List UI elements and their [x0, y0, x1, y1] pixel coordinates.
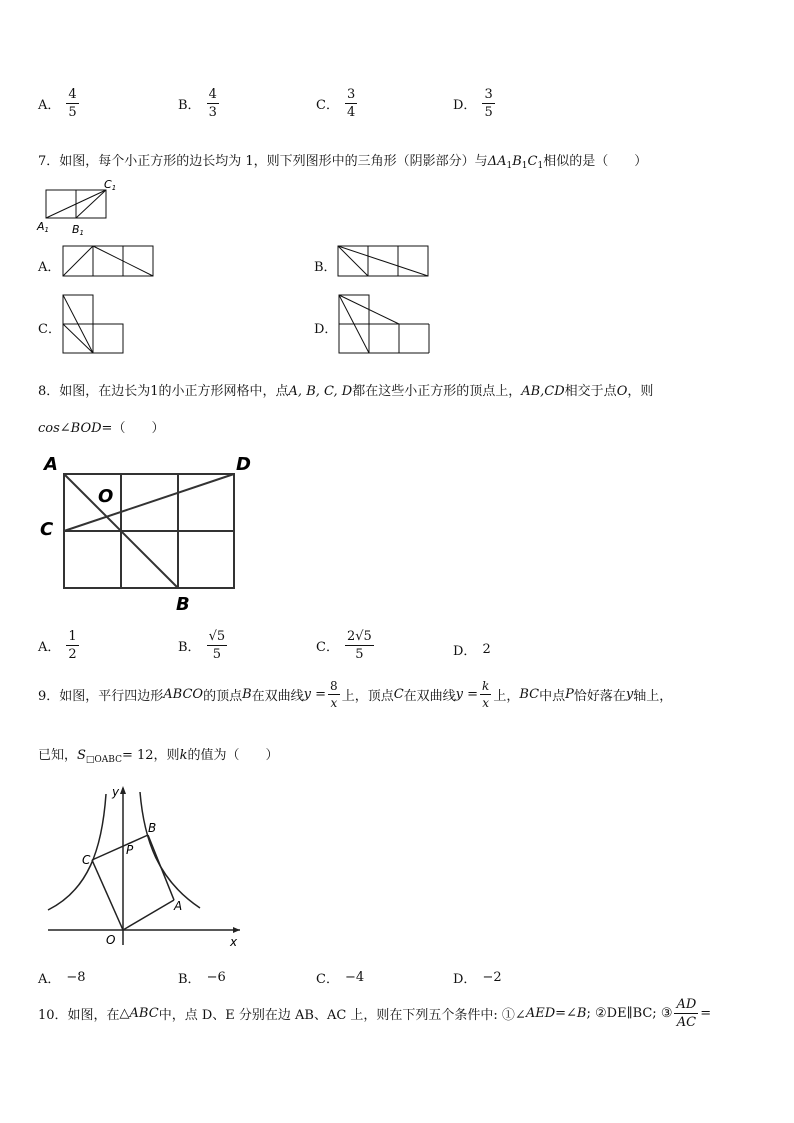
option-fraction: $\frac{3}{4}$	[346, 87, 356, 120]
option-label: A．	[38, 640, 61, 655]
svg-text:C1: C1	[104, 178, 117, 192]
q7-option-d-figure	[338, 294, 430, 354]
svg-text:A: A	[44, 454, 58, 475]
option-fraction: $\frac{3}{5}$	[484, 87, 493, 120]
q9-hyperbola-figure	[40, 780, 260, 950]
option-label: C．	[316, 972, 339, 987]
option-value: −8	[66, 970, 86, 985]
q8-stem-line2: cos∠BOD=（ ）	[38, 421, 165, 436]
option-fraction: $\frac{2√5}{5}$	[346, 629, 372, 662]
svg-text:A: A	[174, 899, 183, 913]
option-fraction: $\frac{4}{5}$	[68, 87, 77, 120]
svg-text:B: B	[176, 594, 190, 615]
svg-text:y: y	[112, 785, 120, 799]
option-fraction: $\frac{1}{2}$	[68, 629, 77, 662]
option-label: B．	[178, 640, 201, 655]
option-label: B．	[178, 972, 201, 987]
svg-text:A1: A1	[37, 220, 49, 234]
q6-option-b[interactable]	[178, 88, 219, 119]
q7-reference-figure	[34, 178, 124, 238]
q8-option-c[interactable]	[316, 630, 374, 661]
option-fraction: $\frac{4}{3}$	[208, 87, 217, 120]
q9-option-a[interactable]	[38, 968, 86, 987]
option-label: D．	[453, 98, 477, 113]
svg-text:B1: B1	[72, 223, 85, 237]
q7-option-a-label[interactable]: A．	[38, 260, 61, 275]
option-value: −6	[206, 970, 226, 985]
q7-option-b-figure	[337, 245, 429, 277]
q6-option-d[interactable]	[453, 88, 495, 119]
q9-option-c[interactable]	[316, 968, 364, 987]
svg-text:B: B	[148, 821, 157, 835]
q9-option-d[interactable]	[453, 968, 502, 987]
svg-text:O: O	[106, 933, 116, 947]
svg-text:P: P	[126, 843, 134, 857]
option-fraction: $\frac{√5}{5}$	[208, 629, 226, 662]
svg-text:D: D	[236, 454, 251, 475]
q7-option-d-label[interactable]: D．	[314, 322, 338, 337]
q7-option-c-label[interactable]: C．	[38, 322, 61, 337]
q8-option-d[interactable]	[453, 640, 491, 659]
option-label: B．	[178, 98, 201, 113]
q10-stem: 10．如图，在 △ABC 中，点 D、E 分别在边 AB、AC 上，则在下列五个条件中: ①∠ AED =∠ B ; ②DE∥BC; ③ $\frac{AD}{AC}$ =	[38, 997, 712, 1030]
q7-option-b-label[interactable]: B．	[314, 260, 337, 275]
q9-stem-line1: 9．如图，平行四边形 ABCO 的顶点 B 在双曲线 y = $\frac{8}{x}$ 上，顶点 C 在双曲线 y = $\frac{k}{x}$ 上， BC 中点 P 恰好落在 y 轴上，	[38, 679, 673, 710]
q6-option-a[interactable]	[38, 88, 79, 119]
option-value: −4	[344, 970, 365, 985]
svg-text:C: C	[40, 519, 54, 540]
q8-stem-line1: 8．如图，在边长为1的小正方形网格中，点A, B, C, D都在这些小正方形的顶点上，AB,CD相交于点O，则	[38, 384, 654, 399]
q8-grid-figure	[36, 448, 266, 618]
option-value: −2	[482, 970, 502, 985]
option-label: A．	[38, 972, 61, 987]
option-label: C．	[316, 98, 339, 113]
svg-text:O: O	[98, 486, 114, 507]
option-value: 2	[482, 642, 491, 657]
q9-stem-line2: 已知，$S_{□OABC}= 12$，则k的值为（ ）	[38, 748, 279, 765]
option-label: A．	[38, 98, 61, 113]
q8-option-b[interactable]	[178, 630, 227, 661]
q7-option-a-figure	[62, 245, 154, 277]
q8-option-a[interactable]	[38, 630, 79, 661]
svg-text:C: C	[82, 853, 91, 867]
q7-option-c-figure	[62, 294, 124, 354]
option-label: D．	[453, 972, 477, 987]
q7-stem: 7．如图，每个小正方形的边长均为 1，则下列图形中的三角形（阴影部分）与$\Delta A_1B_1C_1$相似的是（ ）	[38, 154, 648, 171]
option-label: D．	[453, 644, 477, 659]
option-label: C．	[316, 640, 339, 655]
q9-option-b[interactable]	[178, 968, 226, 987]
q6-option-c[interactable]	[316, 88, 357, 119]
svg-text:x: x	[230, 935, 238, 949]
